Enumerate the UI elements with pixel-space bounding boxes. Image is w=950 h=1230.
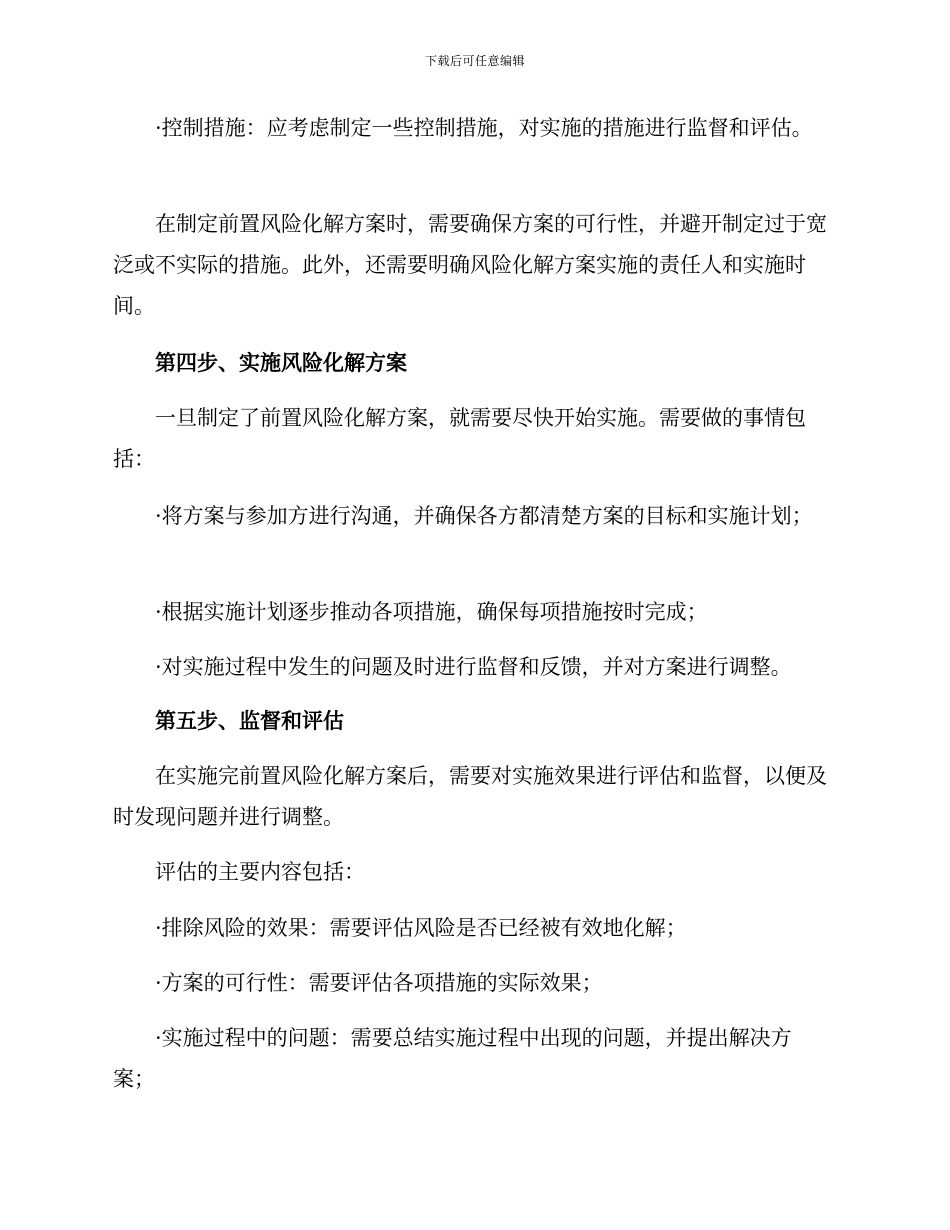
paragraph-evaluate-effect: 在实施完前置风险化解方案后，需要对实施效果进行评估和监督，以便及时发现问题并进行调整。 [113, 764, 827, 829]
bullet-monitor-feedback: ·对实施过程中发生的问题及时进行监督和反馈，并对方案进行调整。 [155, 655, 792, 679]
heading-step-four: 第四步、实施风险化解方案 [155, 351, 407, 375]
paragraph-plan-feasibility: 在制定前置风险化解方案时，需要确保方案的可行性，并避开制定过于宽泛或不实际的措施。此外，还需要明确风险化解方案实施的责任人和实施时间。 [113, 212, 827, 318]
page-header: 下载后可任意编辑 [424, 54, 525, 68]
bullet-plan-feasibility: ·方案的可行性：需要评估各项措施的实际效果； [155, 971, 603, 995]
bullet-implementation-problems: ·实施过程中的问题：需要总结实施过程中出现的问题，并提出解决方案； [113, 1026, 792, 1091]
heading-step-five: 第五步、监督和评估 [155, 709, 344, 733]
bullet-control-measures: ·控制措施：应考虑制定一些控制措施，对实施的措施进行监督和评估。 [155, 116, 813, 140]
bullet-advance-measures: ·根据实施计划逐步推动各项措施，确保每项措施按时完成； [155, 600, 708, 624]
bullet-communicate-plan: ·将方案与参加方进行沟通，并确保各方都清楚方案的目标和实施计划； [155, 504, 813, 528]
paragraph-start-implementation: 一旦制定了前置风险化解方案，就需要尽快开始实施。需要做的事情包括： [113, 406, 806, 471]
bullet-risk-elimination: ·排除风险的效果：需要评估风险是否已经被有效地化解； [155, 916, 687, 940]
paragraph-evaluation-content: 评估的主要内容包括： [155, 860, 365, 884]
